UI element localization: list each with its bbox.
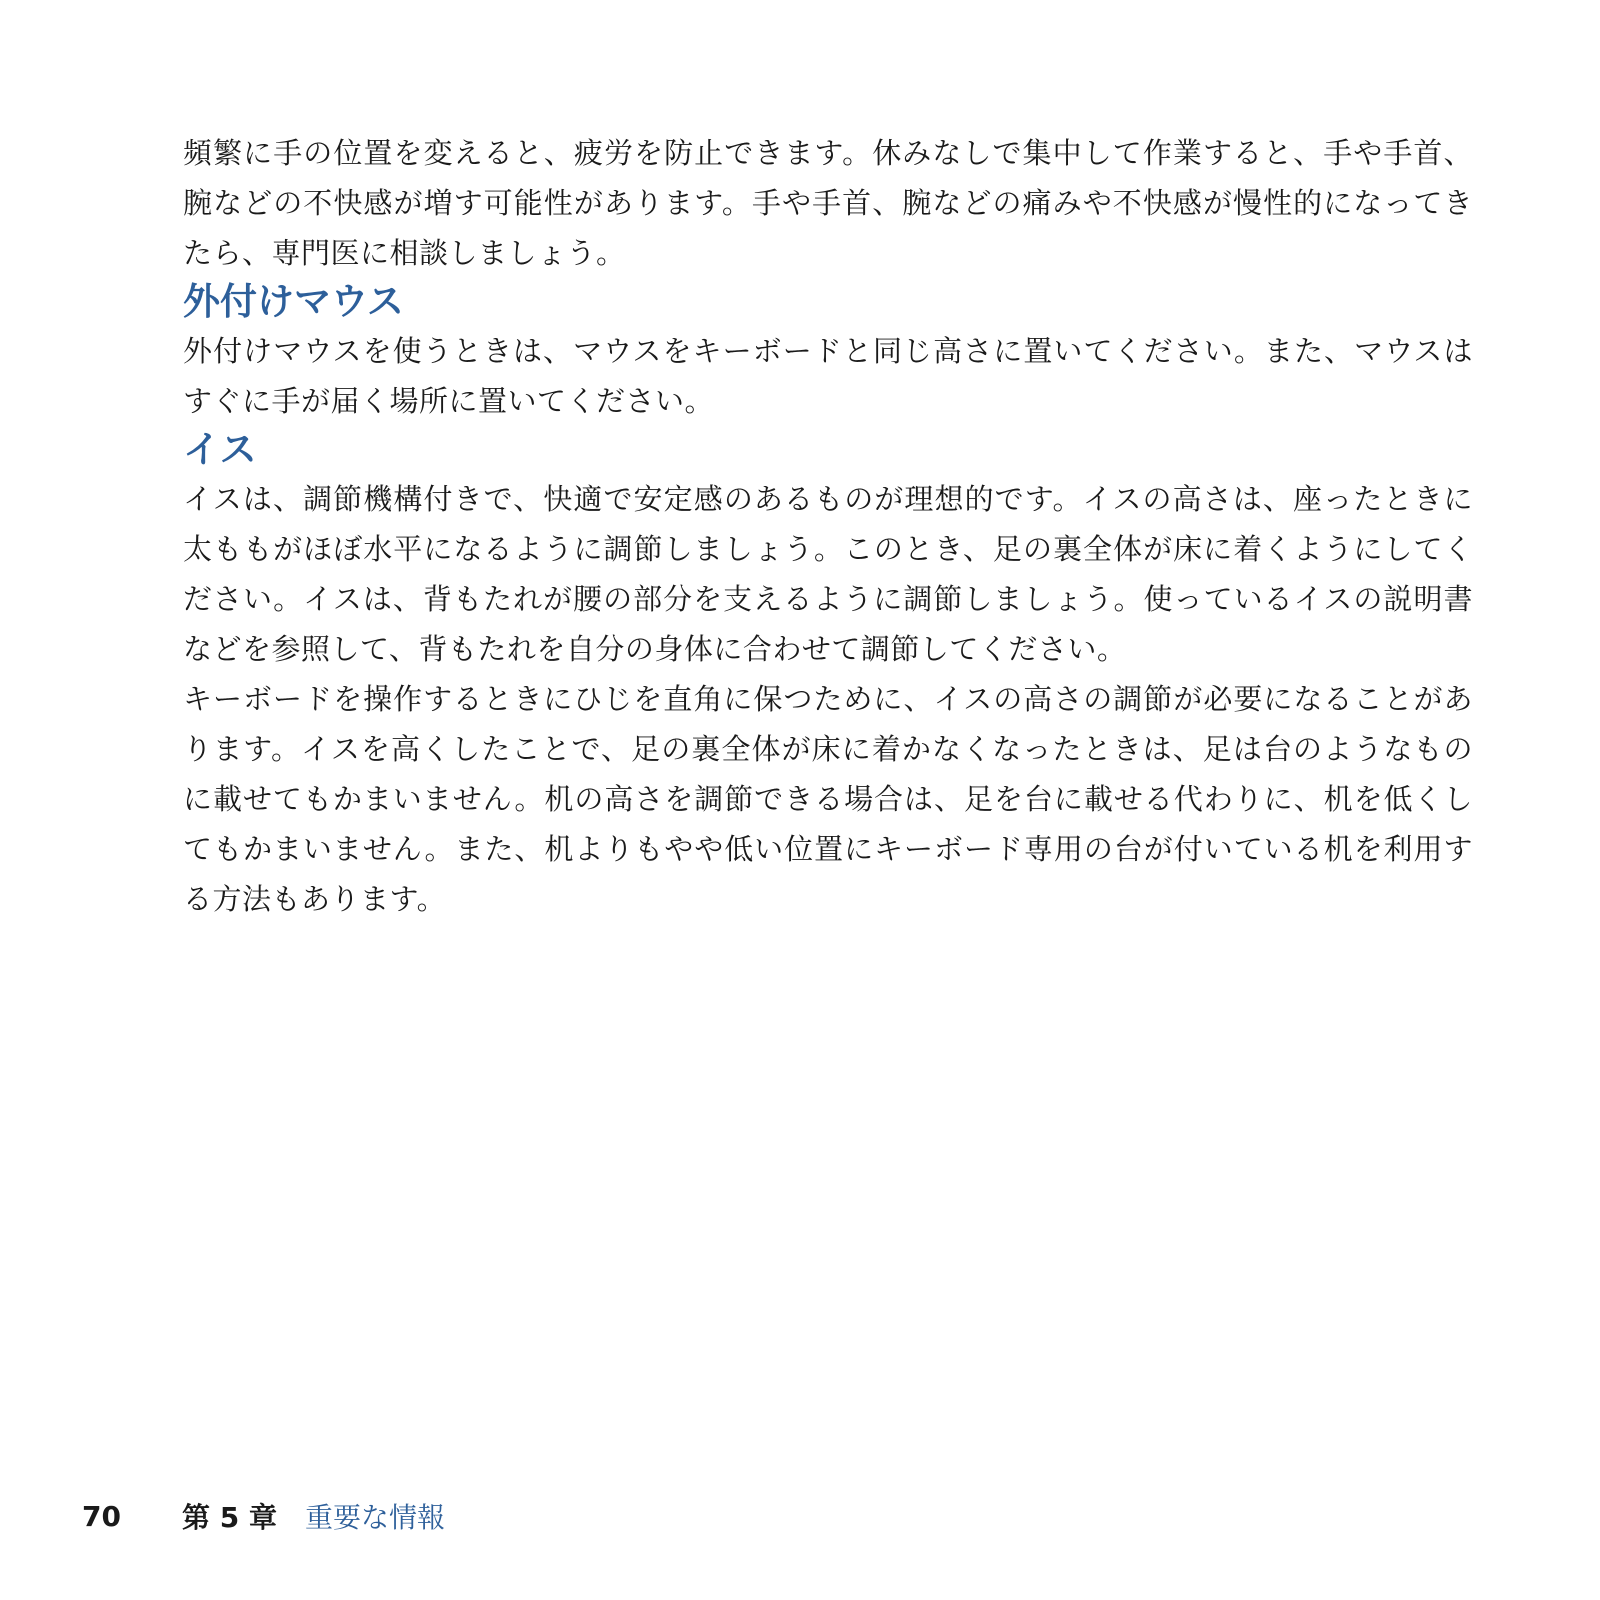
chair-paragraph-2: キーボードを操作するときにひじを直角に保つために、イスの高さの調節が必要になることがあります。イスを高くしたことで、足の裏全体が床に着かなくなったときは、足は台のようなものに載せてもかまいません。机の高さを調節できる場合は、足を台に載せる代わりに、机を低くしてもかまいません。また、机よりもやや低い位置にキーボード専用の台が付いている机を利用する方法もあります。 [183,682,1473,916]
chapter-title: 重要な情報 [304,1501,445,1534]
chair-paragraph-1: イスは、調節機構付きで、快適で安定感のあるものが理想的です。イスの高さは、座ったときに太ももがほぼ水平になるように調節しましょう。このとき、足の裏全体が床に着くようにしてください。イスは、背もたれが腰の部分を支えるように調節しましょう。使っているイスの説明書などを参照して、背もたれを自分の身体に合わせて調節してください。 [183,482,1473,666]
page-content [183,128,1473,924]
page-number: 70 [82,1499,121,1533]
chapter-label: 第 5 章 [182,1501,277,1534]
intro-paragraph: 頻繁に手の位置を変えると、疲労を防止できます。休みなしで集中して作業すると、手や手首、腕などの不快感が増す可能性があります。手や手首、腕などの痛みや不快感が慢性的になってきたら、専門医に相談しましょう。 [183,136,1473,270]
mouse-paragraph: 外付けマウスを使うときは、マウスをキーボードと同じ高さに置いてください。また、マウスはすぐに手が届く場所に置いてください。 [183,334,1473,418]
section-heading-chair: イス [183,428,257,471]
page-footer [82,1496,445,1536]
section-heading-mouse: 外付けマウス [183,280,404,323]
